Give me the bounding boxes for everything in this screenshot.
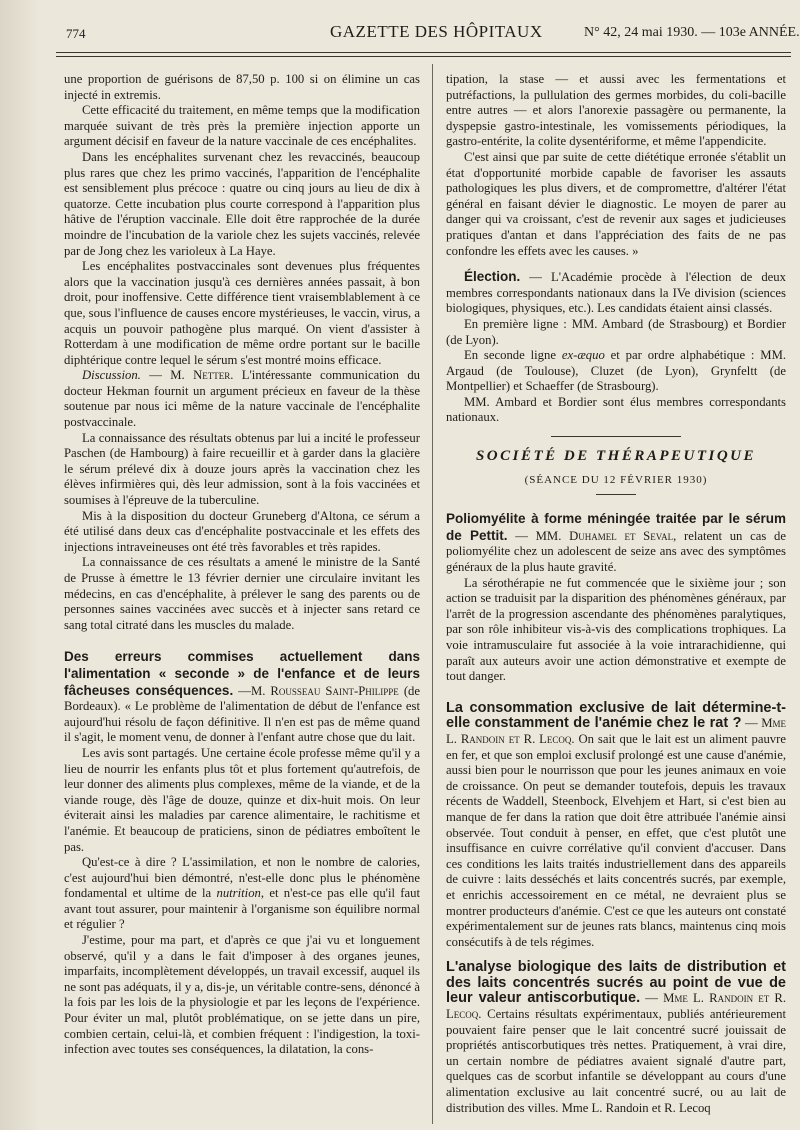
paragraph: Dans les encéphalites survenant chez les revaccinés, beaucoup plus rares que chez les primo vaccinés, l'apparition de l'encéphalite est sensiblement plus précoce : quatre ou cinq jours au lieu de dix à quatorze. Cette incubation plus courte correspond à l'apparition plus hâtive de l'éruption vaccinale. Elle doit être rapprochée de la durée moindre de l'incubation de la variole chez les sujets vaccinés, relevée par de Jong chez les varioleux à La Haye. [64, 149, 420, 258]
paragraph-text: et par ordre alphabétique : MM. Argaud (de Toulouse), Cluzet (de Lyon), Grynfeltt (de Montpellier) et Schaeffer (de Strasbourg). [446, 348, 787, 394]
paragraph: Mis à la disposition du docteur Gruneberg d'Altona, ce sérum a été utilisé dans deux cas d'encéphalite postvaccinale et les effets des injections intraveineuses ont été très favorables et très rapides. [64, 508, 420, 554]
article-entry: Poliomyélite à forme méningée traitée par le sérum de Pettit. — MM. Duhamel et Seval, relatent un cas de poliomyélite chez un adolescent de seize ans avec des symptômes généraux de la plus haute gravité. [446, 511, 787, 575]
paragraph [446, 348, 786, 395]
paragraph: Les avis sont partagés. Une certaine école professe même qu'il y a lieu de nourrir les enfants plus tôt et plus fortement qu'autrefois, de leur donner des aliments plus complexes, même de la viande, et de la viande rouge, dès l'âge de douze, quinze et dix-huit mois. On leur éviterait ainsi les maladies par carence alimentaire, le rachitisme et l'anémie. Et beaucoup de praticiens, sinon de pédiatres emboîtent le pas. [64, 745, 420, 854]
paragraph: une proportion de guérisons de 87,50 p. 100 si on élimine un cas injecté in extremis. [64, 72, 420, 102]
paragraph-text: Qu'est-ce à dire ? L'assimilation, et non le nombre de calories, c'est aujourd'hui bien démontré, n'est-elle donc plus le phénomène fondamental et ultime de la [64, 855, 420, 901]
journal-title: GAZETTE DES HÔPITAUX [330, 22, 543, 41]
page-number: 774 [66, 26, 86, 41]
right-column [446, 72, 786, 1116]
paragraph-text: , et n'est-ce pas elle qu'il faut avant tout assurer, pour maintenir à l'organisme son équilibre normal et régulier ? [64, 886, 421, 932]
election-paragraph [446, 269, 786, 317]
article-text: (de Bordeaux). « Le problème de l'alimentation de début de l'enfance est aujourd'hui résolu de façon définitive. Il n'en est pas de même quand il s'agit, le moment venu, de donner à l'enfant autre chose que du lait. [64, 683, 421, 745]
election-text: — L'Académie procède à l'élection de deux membres correspondants nationaux dans la IVe division (sciences biologiques, physiques, etc.). Les candidats étaient ainsi classés. [446, 270, 786, 316]
paragraph-text: En seconde ligne [464, 348, 556, 363]
article-entry: Des erreurs commises actuellement dans l'alimentation « seconde » de l'enfance et de leurs fâcheuses conséquences. —M. Rousseau Saint-Philippe (de Bordeaux). « Le problème de l'alimentation de début de l'enfance est aujourd'hui résolu de façon définitive. Il n'en est pas de même quand il s'agit, le moment venu, de donner à l'enfant autre chose que du lait. [64, 649, 421, 745]
discussion-label: Discussion. [82, 368, 141, 383]
article-author: Mme L. Randoin et R. Lecoq. [446, 991, 786, 1022]
article-heading: Des erreurs commises actuellement dans l'alimentation « seconde » de l'enfance et de leurs fâcheuses conséquences. [64, 649, 420, 698]
paragraph: La connaissance des résultats obtenus par lui a incité le professeur Paschen (de Hambourg) à faire recueillir et à garder dans la glacière le sérum prélevé dix à douze jours après la vaccination chez les élèves infirmières qui, dès leur admission, sont à la fois vaccinées et soumises à l'épreuve de la tuberculine. [64, 430, 420, 508]
left-column [64, 72, 420, 1058]
article-text: Certains résultats expérimentaux, publiés antérieurement pouvaient faire penser que le lait concentré sucré jouissait de propriétés antiscorbutiques très nettes. Pratiquement, à vrai dire, un certain nombre de pédiatres avaient signalé d'autre part, quelques cas de scorbut infantile se développant au cours d'une alimentation exclusive au lait concentré sucré, ou au lait de distribution des villes. Mme L. Randoin et R. Lecoq [446, 1007, 787, 1115]
paragraph: La connaissance de ces résultats a amené le ministre de la Santé de Prusse à émettre le 13 février dernier une circulaire invitant les médecins, en cas d'encéphalite, à prélever le sang des parents ou de personnes saines vaccinées avec succès et à injecter sans retard ce sang total citraté dans les muscles du malade. [64, 555, 420, 632]
discussion-author: M. Netter. [170, 368, 234, 383]
paragraph: MM. Ambard et Bordier sont élus membres correspondants nationaux. [446, 394, 786, 425]
paragraph: Cette efficacité du traitement, en même temps que la modification marquée suivant de très près la première injection apporte un argument décisif en faveur de la nature vaccinale de ces encéphalites. [64, 103, 420, 149]
article-author: Mme L. Randoin et R. Lecoq. [446, 716, 786, 746]
paragraph: La sérothérapie ne fut commencée que le sixième jour ; son action se traduisit par la disparition des phénomènes généraux, par l'arrêt de la progression ascendante des phénomènes paralytiques, par son rôle inhibiteur vis-à-vis des complications trophiques. La voie intramusculaire fut associée à la voie intrarachidienne, qui paraît aux auteurs avoir une action démonstrative et exempte de tout danger. [446, 575, 786, 684]
paragraph: tipation, la stase — et aussi avec les fermentations et putréfactions, la pullulation des germes morbides, du coli-bacille entre autres — et alors l'anorexie passagère ou permanente, la dyspepsie gastro-intestinale, les vomissements périodiques, la gastro-entérite, la colite dysentériforme, et même l'appendicite. [446, 72, 786, 149]
article-author: M. Rousseau Saint-Philippe [250, 683, 399, 698]
emphasis: ex-æquo [561, 348, 605, 363]
discussion-paragraph: Discussion. — M. Netter. L'intéressante communication du docteur Hekman fournit un argument précieux en faveur de la thèse soutenue par nous ici même de la nature vaccinale de l'encéphalite postvaccinale. [64, 368, 421, 430]
discussion-text: L'intéressante communication du docteur Hekman fournit un argument précieux en faveur de la thèse soutenue par nous ici même de la nature vaccinale de l'encéphalite postvaccinale. [64, 368, 421, 430]
article-heading: L'analyse biologique des laits de distribution et des laits concentrés sucrés au point de vue de leur valeur antiscorbutique. [446, 959, 786, 1007]
article-entry: La consommation exclusive de lait détermine-t-elle constamment de l'anémie chez le rat ? — Mme L. Randoin et R. Lecoq. On sait que le lait est un aliment pauvre en fer, et que son emploi exclusif prolongé est une cause d'anémie, aussi bien pour le nourrisson que pour les jeunes animaux en voie de croissance. On peut se demander toutefois, depuis les travaux récents de Waddell, Steenbock, Elvehjem et Hart, si c'est bien au manque de fer dans la ration que doit être attribuée l'anémie ainsi observée. Tout conduit à penser, en effet, que c'est plutôt une insuffisance en cuivre corrélative qu'il convient d'accuser. Dans ces conditions les laits traités industriellement dans des appareils de cuivre : laits desséchés et laits concentrés sucrés, par exemple, et enrichis accessoirement en ce métal, ne devraient plus se montrer producteurs d'anémie. C'est ce que les auteurs ont constaté expérimentalement sur de jeunes rats blancs, maintenus cinq mois consécutifs à de tels régimes. [446, 699, 786, 949]
election-heading: Élection. [464, 269, 521, 285]
section-date: (SÉANCE DU 12 FÉVRIER 1930) [524, 473, 708, 486]
paragraph: Les encéphalites postvaccinales sont devenues plus fréquentes alors que la vaccination jusqu'à ces dernières années passait, à bon droit, pour inoffensive. Cette différence tient vraisemblablement à ce que, sous l'influence de causes encore mystérieuses, le vaccin, virus, a acquis un pouvoir pathogène plus marqué. On vient d'assister à Rotterdam à une modification de même ordre portant sur le bacille diphtérique contre lequel le sérum s'est montré moins efficace. [64, 259, 420, 367]
article-entry: L'analyse biologique des laits de distribution et des laits concentrés sucrés au point de vue de leur valeur antiscorbutique. — Mme L. Randoin et R. Lecoq. Certains résultats expérimentaux, publiés antérieurement pouvaient faire penser que le lait concentré sucré jouissait de propriétés antiscorbutiques très nettes. Pratiquement, à vrai dire, un certain nombre de pédiatres avaient signalé d'autre part, quelques cas de scorbut infantile se développant au cours d'une alimentation exclusive au lait concentré sucré, ou au lait de distribution des villes. Mme L. Randoin et R. Lecoq [446, 959, 787, 1115]
paragraph: C'est ainsi que par suite de cette diététique erronée s'établit un état d'opportunité morbide capable de favoriser les assauts pathologiques les plus divers, et de compromettre, d'altérer l'état général en faisant dévier le diagnostic. Le moyen de parer au danger qui va croissant, c'est de revenir aux sages et judicieuses pratiques d'antan et dans l'appréciation des faits de ne pas confondre les effets avec les causes. » [446, 149, 786, 258]
section-rule-small [596, 494, 636, 495]
article-text: On sait que le lait est un aliment pauvre en fer, et que son emploi exclusif prolongé est une cause d'anémie, aussi bien pour le nourrisson que pour les jeunes animaux en voie de croissance. On peut se demander toutefois, depuis les travaux récents de Waddell, Steenbock, Elvehjem et Hart, si c'est bien au manque de fer dans la ration que doit être attribuée l'anémie ainsi observée. Tout conduit à penser, en effet, que c'est plutôt une insuffisance en cuivre corrélative qu'il convient d'accuser. Dans ces conditions les laits traités industriellement dans des appareils de cuivre : laits desséchés et laits concentrés sucrés, par exemple, et enrichis accessoirement en ce métal, ne devraient plus se montrer producteurs d'anémie. C'est ce que les auteurs ont constaté expérimentalement sur de jeunes rats blancs, maintenus cinq mois consécutifs à de tels régimes. [446, 731, 786, 949]
article-heading: Poliomyélite à forme méningée traitée par le sérum de Pettit. [446, 511, 786, 543]
header-rule-bottom [56, 56, 791, 57]
header-rule-top [56, 52, 791, 53]
issue-date: N° 42, 24 mai 1930. — 103e ANNÉE. [584, 25, 800, 40]
page-fold-shadow [0, 0, 40, 1130]
article-text: relatent un cas de poliomyélite chez un adolescent de seize ans avec des symptômes généraux de la plus haute gravité. [446, 528, 787, 575]
column-divider [432, 64, 433, 1124]
page-header [0, 22, 800, 48]
paragraph [64, 855, 420, 933]
article-author: MM. Duhamel et Seval, [535, 528, 677, 543]
section-rule [551, 436, 681, 437]
paragraph: J'estime, pour ma part, et d'après ce que j'ai vu et longuement observé, qu'il y a dans le fait d'imposer à des organes jeunes, imparfaits, incomplètement développés, un travail excessif, auquel ils ne sont pas adéquats, il y a, dis-je, un véritable contre-sens, dénoncé à la fois par les lois de la physiologie et par les leçons de l'expérience. Pour éviter un mal, plutôt problématique, on se jette dans un pire, combien certain, celui-là, et combien fréquent : l'indigestion, la toxi-infection avec toutes ses conséquences, la dilatation, la cons- [64, 933, 420, 1057]
section-title: SOCIÉTÉ DE THÉRAPEUTIQUE [475, 448, 757, 465]
paragraph: En première ligne : MM. Ambard (de Strasbourg) et Bordier (de Lyon). [446, 316, 786, 347]
article-heading: La consommation exclusive de lait détermine-t-elle constamment de l'anémie chez le rat ? [446, 699, 786, 732]
emphasis: nutrition [216, 886, 261, 901]
